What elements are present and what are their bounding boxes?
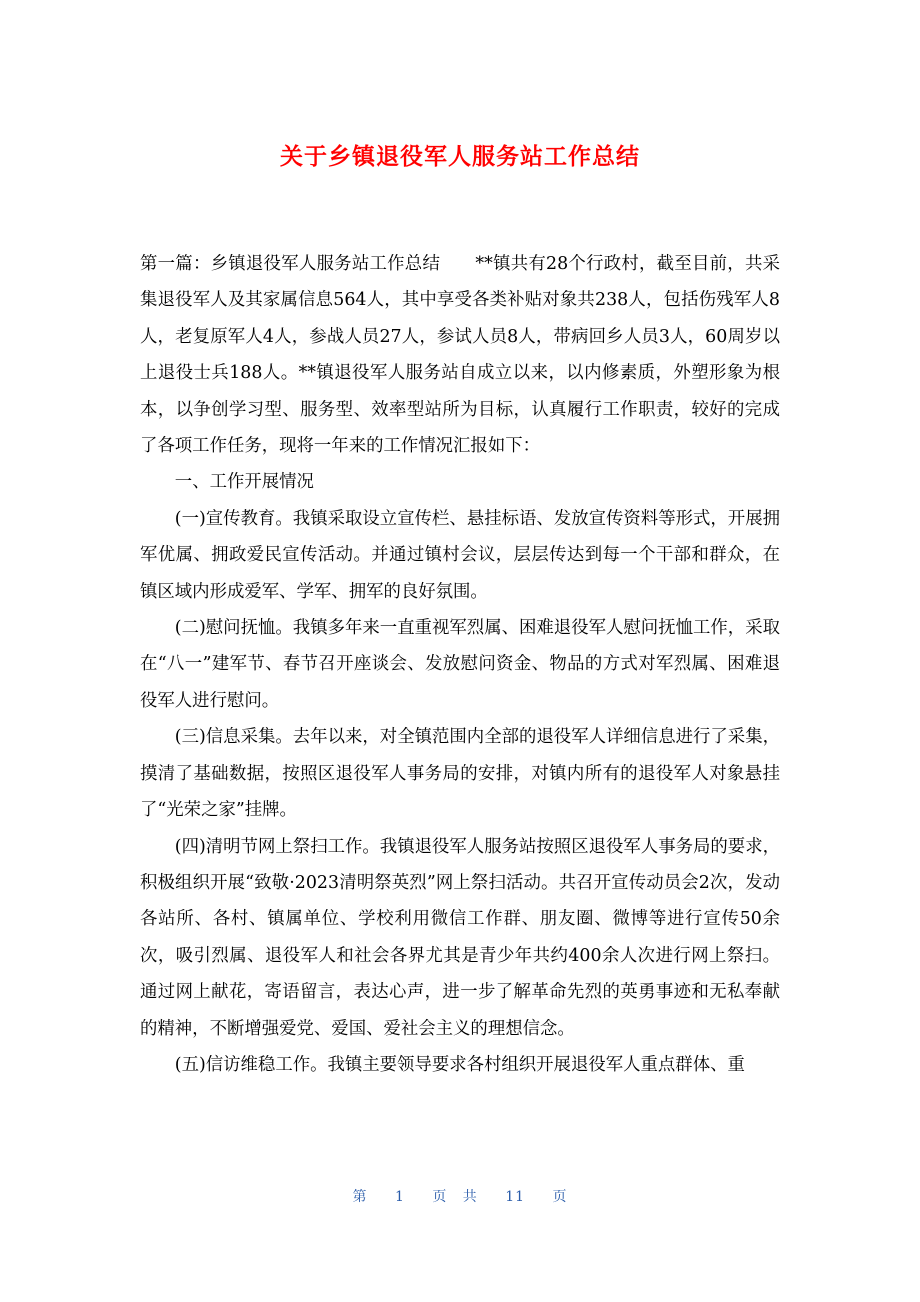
- document-title: 关于乡镇退役军人服务站工作总结: [280, 144, 640, 170]
- footer-current-page: 1: [394, 1189, 405, 1205]
- paragraph-qingming: (四)清明节网上祭扫工作。我镇退役军人服务站按照区退役军人事务局的要求，积极组织开展“致敬·2023清明祭英烈”网上祭扫活动。共召开宣传动员会2次，发动各站所、各村、镇属单位、学校利用微信工作群、朋友圈、微博等进行宣传50余次，吸引烈属、退役军人和社会各界尤其是青少年共约400余人次进行网上祭扫。通过网上献花，寄语留言，表达心声，进一步了解革命先烈的英勇事迹和无私奉献的精神，不断增强爱党、爱国、爱社会主义的理想信念。: [140, 836, 780, 1039]
- paragraph-petition: (五)信访维稳工作。我镇主要领导要求各村组织开展退役军人重点群体、重: [174, 1054, 745, 1075]
- footer-total-pages: 11: [505, 1189, 526, 1205]
- document-body: [140, 246, 780, 1083]
- footer-label-of: 页 共: [432, 1189, 478, 1205]
- paragraph-publicity: (一)宣传教育。我镇采取设立宣传栏、悬挂标语、发放宣传资料等形式，开展拥军优属、拥政爱民宣传活动。并通过镇村会议，层层传达到每一个干部和群众，在镇区域内形成爱军、学军、拥军的良好氛围。: [140, 508, 780, 602]
- footer-label-page: 第: [352, 1189, 368, 1205]
- section-heading: 一、工作开展情况: [174, 472, 314, 493]
- paragraph-condolence: (二)慰问抚恤。我镇多年来一直重视军烈属、困难退役军人慰问抚恤工作，采取在“八一”建军节、春节召开座谈会、发放慰问资金、物品的方式对军烈属、困难退役军人进行慰问。: [140, 618, 780, 711]
- page-footer: [0, 1186, 920, 1206]
- paragraph-info-collection: (三)信息采集。去年以来，对全镇范围内全部的退役军人详细信息进行了采集，摸清了基础数据，按照区退役军人事务局的安排，对镇内所有的退役军人对象悬挂了“光荣之家”挂牌。: [140, 727, 780, 821]
- footer-label-pages: 页: [552, 1189, 568, 1205]
- paragraph-intro: 第一篇：乡镇退役军人服务站工作总结 **镇共有28个行政村，截至目前，共采集退役军人及其家属信息564人，其中享受各类补贴对象共238人，包括伤残军人8人，老复原军人4人，参战人员27人，参试人员8人，带病回乡人员3人，60周岁以上退役士兵188人。**镇退役军人服务站自成立以来，以内修素质，外塑形象为根本，以争创学习型、服务型、效率型站所为目标，认真履行工作职责，较好的完成了各项工作任务，现将一年来的工作情况汇报如下：: [140, 254, 780, 457]
